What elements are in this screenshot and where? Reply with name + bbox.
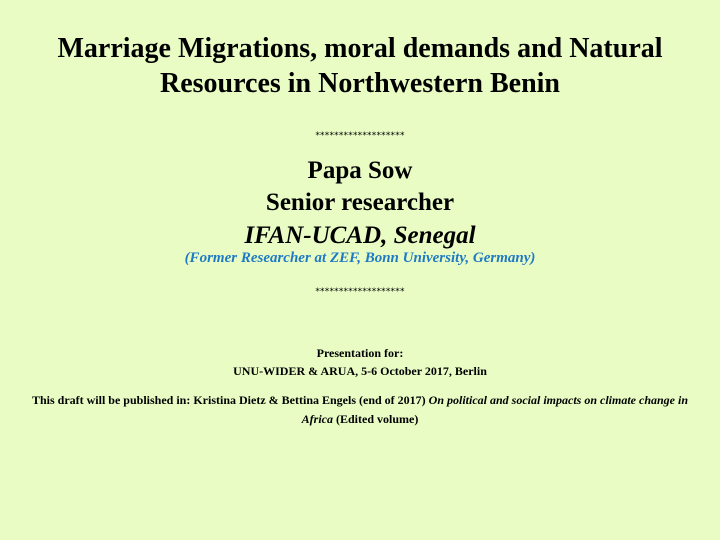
presentation-label: Presentation for: [316,346,404,360]
presentation-info [0,344,720,380]
author-block [0,155,720,252]
separator-top: ******************* [315,131,405,141]
author-affiliation: IFAN-UCAD, Senegal [244,222,476,249]
separator-bottom: ******************* [315,287,405,297]
publication-suffix: (Edited volume) [336,412,419,426]
author-role: Senior researcher [265,189,455,216]
publication-book-title: On political and social impacts on climate change in Africa [301,393,689,426]
author-name: Papa Sow [307,157,413,184]
slide-title-line-2: Resources in Northwestern Benin [159,68,560,99]
former-affiliation: (Former Researcher at ZEF, Bonn University, Germany) [184,250,536,266]
slide-title [10,31,710,101]
publication-note [30,391,690,429]
publication-prefix: This draft will be published in: Kristina Dietz & Bettina Engels (end of 2017) [31,393,426,407]
slide-title-line-1: Marriage Migrations, moral demands and Natural [57,33,663,64]
presentation-event: UNU-WIDER & ARUA, 5-6 October 2017, Berlin [233,364,487,378]
